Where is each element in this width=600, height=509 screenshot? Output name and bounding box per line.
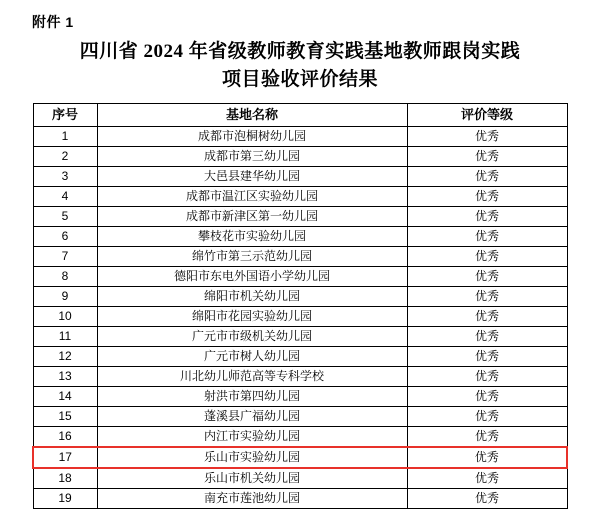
table-row: [33, 287, 567, 307]
table-row: [33, 447, 567, 468]
cell-grade: 优秀: [407, 327, 567, 347]
cell-no: 13: [33, 367, 97, 387]
cell-grade: 优秀: [407, 387, 567, 407]
page-title: [24, 38, 576, 93]
cell-grade: 优秀: [407, 147, 567, 167]
page-title-line-1: 四川省 2024 年省级教师教育实践基地教师跟岗实践: [79, 41, 521, 62]
cell-grade: 优秀: [407, 347, 567, 367]
cell-grade: 优秀: [407, 167, 567, 187]
cell-no: 18: [33, 468, 97, 489]
cell-no: 3: [33, 167, 97, 187]
cell-no: 9: [33, 287, 97, 307]
cell-name: 川北幼儿师范高等专科学校: [97, 367, 407, 387]
cell-name: 乐山市机关幼儿园: [97, 468, 407, 489]
cell-grade: 优秀: [407, 307, 567, 327]
cell-name: 蓬溪县广福幼儿园: [97, 407, 407, 427]
cell-grade: 优秀: [407, 367, 567, 387]
cell-grade: 优秀: [407, 489, 567, 509]
cell-name: 德阳市东电外国语小学幼儿园: [97, 267, 407, 287]
cell-grade: 优秀: [407, 187, 567, 207]
table-row: [33, 167, 567, 187]
table-row: [33, 367, 567, 387]
table-row: [33, 307, 567, 327]
table-row: [33, 347, 567, 367]
table-row: [33, 327, 567, 347]
cell-no: 4: [33, 187, 97, 207]
table-header-row: [33, 104, 567, 127]
table-row: [33, 127, 567, 147]
cell-name: 绵阳市机关幼儿园: [97, 287, 407, 307]
cell-name: 射洪市第四幼儿园: [97, 387, 407, 407]
cell-name: 成都市泡桐树幼儿园: [97, 127, 407, 147]
cell-no: 14: [33, 387, 97, 407]
cell-no: 15: [33, 407, 97, 427]
cell-grade: 优秀: [407, 247, 567, 267]
cell-no: 11: [33, 327, 97, 347]
table-row: [33, 147, 567, 167]
attachment-label: 附件 1: [32, 14, 74, 30]
cell-no: 17: [33, 447, 97, 468]
table-row: [33, 407, 567, 427]
cell-name: 成都市温江区实验幼儿园: [97, 187, 407, 207]
cell-no: 12: [33, 347, 97, 367]
cell-no: 16: [33, 427, 97, 448]
table-row: [33, 207, 567, 227]
table-row: [33, 267, 567, 287]
cell-no: 8: [33, 267, 97, 287]
table-body: [33, 127, 567, 509]
column-header-grade: 评价等级: [407, 104, 567, 127]
cell-name: 广元市市级机关幼儿园: [97, 327, 407, 347]
page-title-line-2: 项目验收评价结果: [221, 68, 378, 90]
cell-name: 内江市实验幼儿园: [97, 427, 407, 448]
cell-name: 乐山市实验幼儿园: [97, 447, 407, 468]
cell-grade: 优秀: [407, 127, 567, 147]
table-row: [33, 187, 567, 207]
cell-grade: 优秀: [407, 227, 567, 247]
cell-grade: 优秀: [407, 468, 567, 489]
cell-grade: 优秀: [407, 207, 567, 227]
cell-name: 绵阳市花园实验幼儿园: [97, 307, 407, 327]
cell-name: 广元市树人幼儿园: [97, 347, 407, 367]
table-row: [33, 387, 567, 407]
cell-name: 攀枝花市实验幼儿园: [97, 227, 407, 247]
cell-name: 绵竹市第三示范幼儿园: [97, 247, 407, 267]
table-row: [33, 247, 567, 267]
cell-grade: 优秀: [407, 407, 567, 427]
cell-grade: 优秀: [407, 427, 567, 448]
cell-no: 19: [33, 489, 97, 509]
cell-grade: 优秀: [407, 447, 567, 468]
cell-grade: 优秀: [407, 287, 567, 307]
column-header-no: 序号: [33, 104, 97, 127]
cell-grade: 优秀: [407, 267, 567, 287]
cell-no: 5: [33, 207, 97, 227]
cell-name: 成都市第三幼儿园: [97, 147, 407, 167]
table-row: [33, 489, 567, 509]
table-row: [33, 427, 567, 448]
cell-no: 10: [33, 307, 97, 327]
cell-name: 南充市莲池幼儿园: [97, 489, 407, 509]
cell-no: 2: [33, 147, 97, 167]
results-table: [32, 103, 568, 509]
cell-name: 大邑县建华幼儿园: [97, 167, 407, 187]
cell-no: 7: [33, 247, 97, 267]
cell-no: 6: [33, 227, 97, 247]
column-header-name: 基地名称: [97, 104, 407, 127]
cell-name: 成都市新津区第一幼儿园: [97, 207, 407, 227]
table-row: [33, 468, 567, 489]
cell-no: 1: [33, 127, 97, 147]
table-row: [33, 227, 567, 247]
